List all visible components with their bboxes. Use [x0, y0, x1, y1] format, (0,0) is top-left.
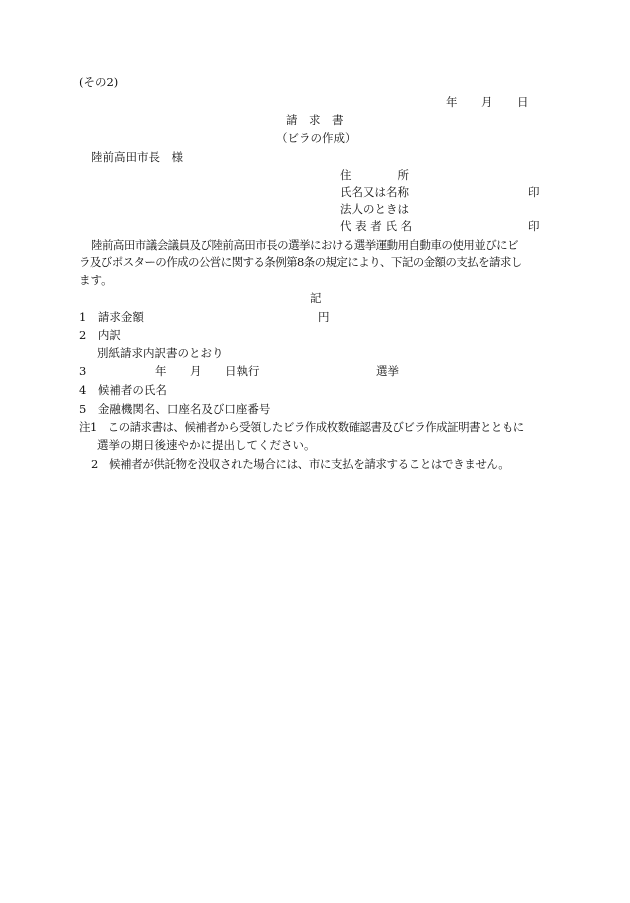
item-3-number: 3	[79, 364, 87, 378]
item-3-day: 日執行	[225, 364, 260, 378]
note-2: 2 候補者が供託物を没収された場合には、市に支払を請求することはできません。	[91, 457, 510, 471]
corporate-note: 法人のときは	[340, 202, 409, 216]
document-subtitle: （ビラの作成）	[276, 131, 357, 145]
seal-mark-2: 印	[528, 219, 540, 233]
item-1-unit: 円	[318, 310, 330, 324]
date-year: 年	[446, 95, 458, 109]
document-title: 請 求 書	[286, 113, 344, 127]
note-1-line-2: 選挙の期日後速やかに提出してください。	[97, 438, 316, 452]
item-4-label: 4 候補者の氏名	[79, 383, 167, 397]
item-1-label: 1 請求金額	[79, 310, 144, 324]
date-day: 日	[517, 95, 529, 109]
item-3-year: 年	[155, 364, 167, 378]
item-5-label: 5 金融機関名、口座名及び口座番号	[79, 402, 271, 416]
form-number: (その2)	[79, 75, 119, 89]
seal-mark-1: 印	[528, 185, 540, 199]
name-label: 氏名又は名称	[340, 185, 409, 199]
item-3-month: 月	[190, 364, 202, 378]
body-line-3: ます。	[79, 273, 113, 287]
ki-heading: 記	[310, 291, 322, 305]
body-line-2: ラ及びポスターの作成の公営に関する条例第8条の規定により、下記の金額の支払を請求し	[79, 255, 522, 269]
date-month: 月	[481, 95, 493, 109]
item-3-election: 選挙	[376, 364, 399, 378]
note-1-line-1: 注1 この請求書は、候補者から受領したビラ作成枚数確認書及びビラ作成証明書とともに	[79, 420, 524, 434]
body-line-1: 陸前高田市議会議員及び陸前高田市長の選挙における選挙運動用自動車の使用並びにビ	[91, 238, 519, 252]
item-2-detail: 別紙請求内訳書のとおり	[97, 346, 224, 360]
address-label: 住 所	[340, 168, 409, 182]
item-2-label: 2 内訳	[79, 328, 121, 342]
representative-label: 代 表 者 氏 名	[340, 219, 413, 233]
addressee: 陸前高田市長 様	[91, 150, 183, 164]
